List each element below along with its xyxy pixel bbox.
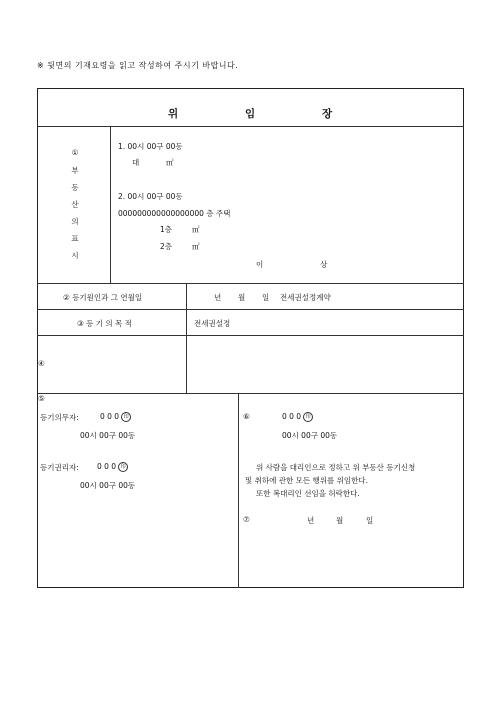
property-line-1: 1. 00시 00구 00동 bbox=[118, 142, 183, 151]
property-land-unit: ㎡ bbox=[166, 158, 174, 167]
date-month: 월 bbox=[336, 516, 344, 525]
delegation-text-2: 및 취하에 관한 모든 행위를 위임한다. bbox=[245, 476, 368, 485]
obligor-label: 등기의무자: bbox=[40, 413, 79, 422]
registration-purpose-label: ③ 등 기 의 목 적 bbox=[77, 319, 132, 328]
divider bbox=[110, 126, 111, 283]
power-of-attorney-form bbox=[37, 88, 464, 588]
seal-icon: 印 bbox=[303, 412, 313, 422]
divider bbox=[37, 283, 464, 284]
delegation-text-3: 또한 복대리인 선임을 허락한다. bbox=[256, 489, 360, 498]
title-char-2: 임 bbox=[245, 108, 256, 120]
date-year: 년 bbox=[307, 516, 315, 525]
obligor-name: 0 0 0 印 bbox=[100, 412, 131, 422]
holder-label: 등기권리자: bbox=[40, 463, 79, 472]
property-floor-2-unit: ㎡ bbox=[192, 242, 200, 251]
delegation-text-1: 위 사람을 대리인으로 정하고 위 부동산 등기신청 bbox=[256, 463, 416, 472]
holder-address: 00시 00구 00동 bbox=[80, 481, 136, 490]
property-label-char: 의 bbox=[71, 217, 79, 226]
divider bbox=[37, 393, 464, 394]
property-label-char: 부 bbox=[71, 166, 79, 175]
property-floor-2: 2층 bbox=[160, 242, 173, 251]
property-land-label: 대 bbox=[132, 158, 140, 167]
instruction-note: ※ 뒷면의 기재요령을 읽고 작성하여 주시기 바랍니다. bbox=[37, 61, 239, 70]
row-4-label: ④ bbox=[38, 359, 45, 368]
divider bbox=[37, 335, 464, 336]
title-char-3: 장 bbox=[322, 108, 333, 120]
property-end-mark-2: 상 bbox=[320, 260, 328, 269]
property-floor-1: 1층 bbox=[160, 225, 173, 234]
date-label: ⑦ bbox=[243, 515, 250, 524]
property-label-char: 시 bbox=[71, 251, 79, 260]
property-line-4: 000000000000000000 층 주택 bbox=[118, 209, 231, 218]
property-end-mark-1: 이 bbox=[256, 260, 264, 269]
divider bbox=[238, 393, 239, 588]
registration-cause-day: 일 bbox=[262, 293, 270, 302]
divider bbox=[186, 283, 187, 393]
property-line-3: 2. 00시 00구 00동 bbox=[118, 192, 183, 201]
divider bbox=[37, 126, 464, 127]
property-label-char: 산 bbox=[71, 200, 79, 209]
property-floor-1-unit: ㎡ bbox=[192, 225, 200, 234]
agent-address: 00시 00구 00동 bbox=[282, 431, 338, 440]
property-label-char: 동 bbox=[71, 183, 79, 192]
agent-name: 0 0 0 印 bbox=[282, 412, 313, 422]
date-day: 일 bbox=[366, 516, 374, 525]
registration-cause-label: ② 등기원인과 그 연월일 bbox=[63, 293, 143, 302]
registration-cause-month: 월 bbox=[238, 293, 246, 302]
obligor-address: 00시 00구 00동 bbox=[80, 431, 136, 440]
property-label-number: ① bbox=[71, 148, 79, 157]
title-char-1: 위 bbox=[168, 108, 179, 120]
row-5-label: ⑤ bbox=[38, 394, 45, 403]
holder-name: 0 0 0 印 bbox=[97, 462, 128, 472]
agent-label: ⑥ bbox=[243, 412, 250, 421]
divider bbox=[37, 309, 464, 310]
registration-cause-year: 년 bbox=[214, 293, 222, 302]
seal-icon: 印 bbox=[118, 462, 128, 472]
registration-purpose-value: 전세권설정 bbox=[194, 319, 231, 328]
seal-icon: 印 bbox=[121, 412, 131, 422]
property-label-char: 표 bbox=[71, 234, 79, 243]
registration-cause-value: 전세권설정계약 bbox=[280, 293, 331, 302]
